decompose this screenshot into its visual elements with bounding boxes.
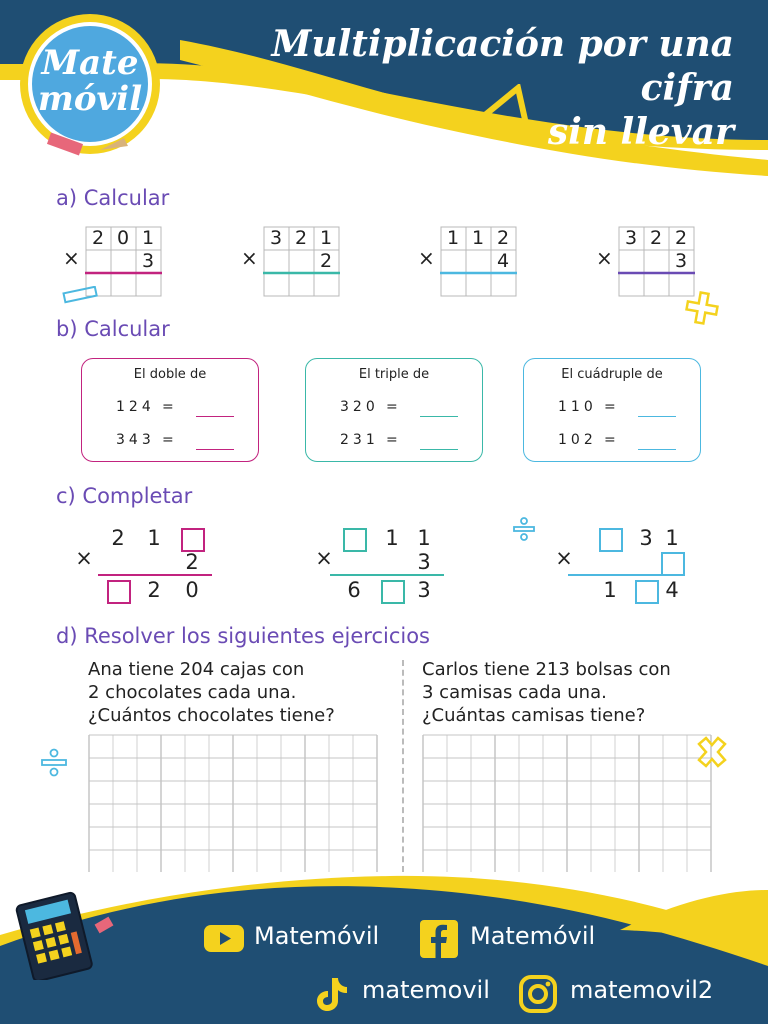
youtube-play-glyph: [204, 925, 244, 952]
logo-text-top: Mate: [41, 43, 139, 83]
grid-cell[interactable]: [289, 273, 314, 296]
grid-digit: 4: [496, 250, 510, 272]
problem-2-line: ¿Cuántas camisas tiene?: [422, 705, 646, 726]
youtube-label[interactable]: Matemóvil: [254, 922, 380, 950]
grid-digit: 1: [471, 227, 485, 249]
calc-box: [81, 358, 259, 462]
digit: 2: [111, 526, 125, 550]
tiktok-label[interactable]: matemovil: [362, 976, 490, 1004]
grid-digit: 3: [674, 250, 688, 272]
grid-digit: [441, 250, 465, 272]
answer-blank[interactable]: [196, 449, 234, 450]
blank-box[interactable]: [599, 528, 623, 552]
times-sign: ×: [315, 546, 333, 570]
problem-1-line: ¿Cuántos chocolates tiene?: [88, 705, 335, 726]
facebook-label[interactable]: Matemóvil: [470, 922, 596, 950]
blank-box[interactable]: [661, 552, 685, 576]
grid-digit: 3: [269, 227, 283, 249]
youtube-icon[interactable]: [204, 925, 244, 952]
times-sign: ×: [63, 246, 80, 270]
digit: 2: [185, 550, 199, 574]
calc-number: 320: [340, 399, 379, 415]
grid-digit: [289, 250, 313, 272]
grid-digit: 2: [319, 250, 333, 272]
digit: 1: [417, 526, 431, 550]
grid-digit: 0: [116, 227, 130, 249]
grid-cell[interactable]: [466, 273, 491, 296]
digit: 1: [147, 526, 161, 550]
digit: 3: [639, 526, 653, 550]
divide-icon: [40, 748, 68, 778]
problem-2-text: [422, 658, 671, 727]
grid-digit: [111, 250, 135, 272]
times-sign: ×: [555, 546, 573, 570]
digit: 4: [665, 578, 679, 602]
problem-2-line: 3 camisas cada una.: [422, 682, 607, 703]
times-icon: [694, 734, 730, 770]
calculator-icon: [10, 890, 114, 980]
digit: 0: [185, 578, 199, 602]
grid-cell[interactable]: [441, 273, 466, 296]
digit: 2: [147, 578, 161, 602]
grid-digit: [86, 250, 110, 272]
digit: 3: [417, 550, 431, 574]
times-sign: ×: [75, 546, 93, 570]
times-sign: ×: [596, 246, 613, 270]
grid-cell[interactable]: [491, 273, 516, 296]
answer-blank[interactable]: [420, 416, 458, 417]
grid-digit: 2: [91, 227, 105, 249]
page-title-line-2: sin llevar: [547, 111, 734, 153]
equals-sign: =: [386, 432, 398, 448]
equals-sign: =: [162, 432, 174, 448]
section-a-heading: a) Calcular: [56, 186, 170, 210]
grid-cell[interactable]: [111, 273, 136, 296]
problem-1-line: 2 chocolates cada una.: [88, 682, 297, 703]
answer-blank[interactable]: [638, 416, 676, 417]
blank-box[interactable]: [181, 528, 205, 552]
triangle-ruler-icon: [470, 84, 530, 128]
equals-sign: =: [162, 399, 174, 415]
calc-number: 110: [558, 399, 597, 415]
result-line: [568, 574, 678, 576]
grid-cell[interactable]: [264, 273, 289, 296]
grid-digit: [644, 250, 668, 272]
calc-box: [305, 358, 483, 462]
problem-2-line: Carlos tiene 213 bolsas con: [422, 659, 671, 680]
grid-digit: 1: [446, 227, 460, 249]
logo: [8, 10, 172, 160]
digit: 1: [603, 578, 617, 602]
grid-digit: 3: [624, 227, 638, 249]
plus-icon: [684, 290, 720, 326]
instagram-label[interactable]: matemovil2: [570, 976, 714, 1004]
digit: 1: [665, 526, 679, 550]
calc-box-title: El cuádruple de: [561, 367, 663, 382]
problem-1-text: [88, 658, 335, 727]
section-d-heading: d) Resolver los siguientes ejercicios: [56, 624, 430, 648]
divide-icon: [512, 516, 536, 542]
facebook-f-glyph: [420, 920, 458, 958]
times-sign: ×: [418, 246, 435, 270]
work-grid-2[interactable]: [422, 734, 712, 872]
result-line: [98, 574, 212, 576]
answer-blank[interactable]: [420, 449, 458, 450]
blank-box[interactable]: [107, 580, 131, 604]
calc-box-title: El doble de: [133, 367, 207, 382]
grid-digit: [466, 250, 490, 272]
equals-sign: =: [604, 432, 616, 448]
instagram-icon[interactable]: [518, 974, 558, 1014]
blank-box[interactable]: [343, 528, 367, 552]
blank-box[interactable]: [635, 580, 659, 604]
digit: 6: [347, 578, 361, 602]
grid-digit: [264, 250, 288, 272]
ruler-icon: [62, 286, 102, 306]
page-title-line-1: Multiplicación por una cifra: [271, 23, 734, 109]
grid-digit: [619, 250, 643, 272]
answer-blank[interactable]: [638, 449, 676, 450]
grid-digit: 2: [649, 227, 663, 249]
result-line: [330, 574, 444, 576]
problem-1-line: Ana tiene 204 cajas con: [88, 659, 305, 680]
grid-cell[interactable]: [314, 273, 339, 296]
grid-cell[interactable]: [644, 273, 669, 296]
answer-blank[interactable]: [196, 416, 234, 417]
section-b-heading: b) Calcular: [56, 317, 170, 341]
equals-sign: =: [386, 399, 398, 415]
grid-cell[interactable]: [136, 273, 161, 296]
blank-box[interactable]: [381, 580, 405, 604]
tiktok-icon[interactable]: [312, 974, 352, 1014]
calc-number: 343: [116, 432, 155, 448]
times-sign: ×: [241, 246, 258, 270]
grid-digit: 2: [294, 227, 308, 249]
calc-number: 231: [340, 432, 379, 448]
grid-digit: 1: [141, 227, 155, 249]
calc-box: [523, 358, 701, 462]
calc-number: 124: [116, 399, 155, 415]
digit: 3: [417, 578, 431, 602]
calc-number: 102: [558, 432, 597, 448]
calc-box-title: El triple de: [358, 367, 430, 382]
grid-digit: 3: [141, 250, 155, 272]
grid-digit: 1: [319, 227, 333, 249]
grid-digit: 2: [496, 227, 510, 249]
work-grid-1[interactable]: [88, 734, 378, 872]
section-c-heading: c) Completar: [56, 484, 193, 508]
grid-cell[interactable]: [619, 273, 644, 296]
grid-digit: 2: [674, 227, 688, 249]
divider: [402, 660, 404, 872]
logo-text-bottom: móvil: [37, 79, 143, 119]
digit: 1: [385, 526, 399, 550]
equals-sign: =: [604, 399, 616, 415]
facebook-icon[interactable]: [420, 920, 458, 958]
